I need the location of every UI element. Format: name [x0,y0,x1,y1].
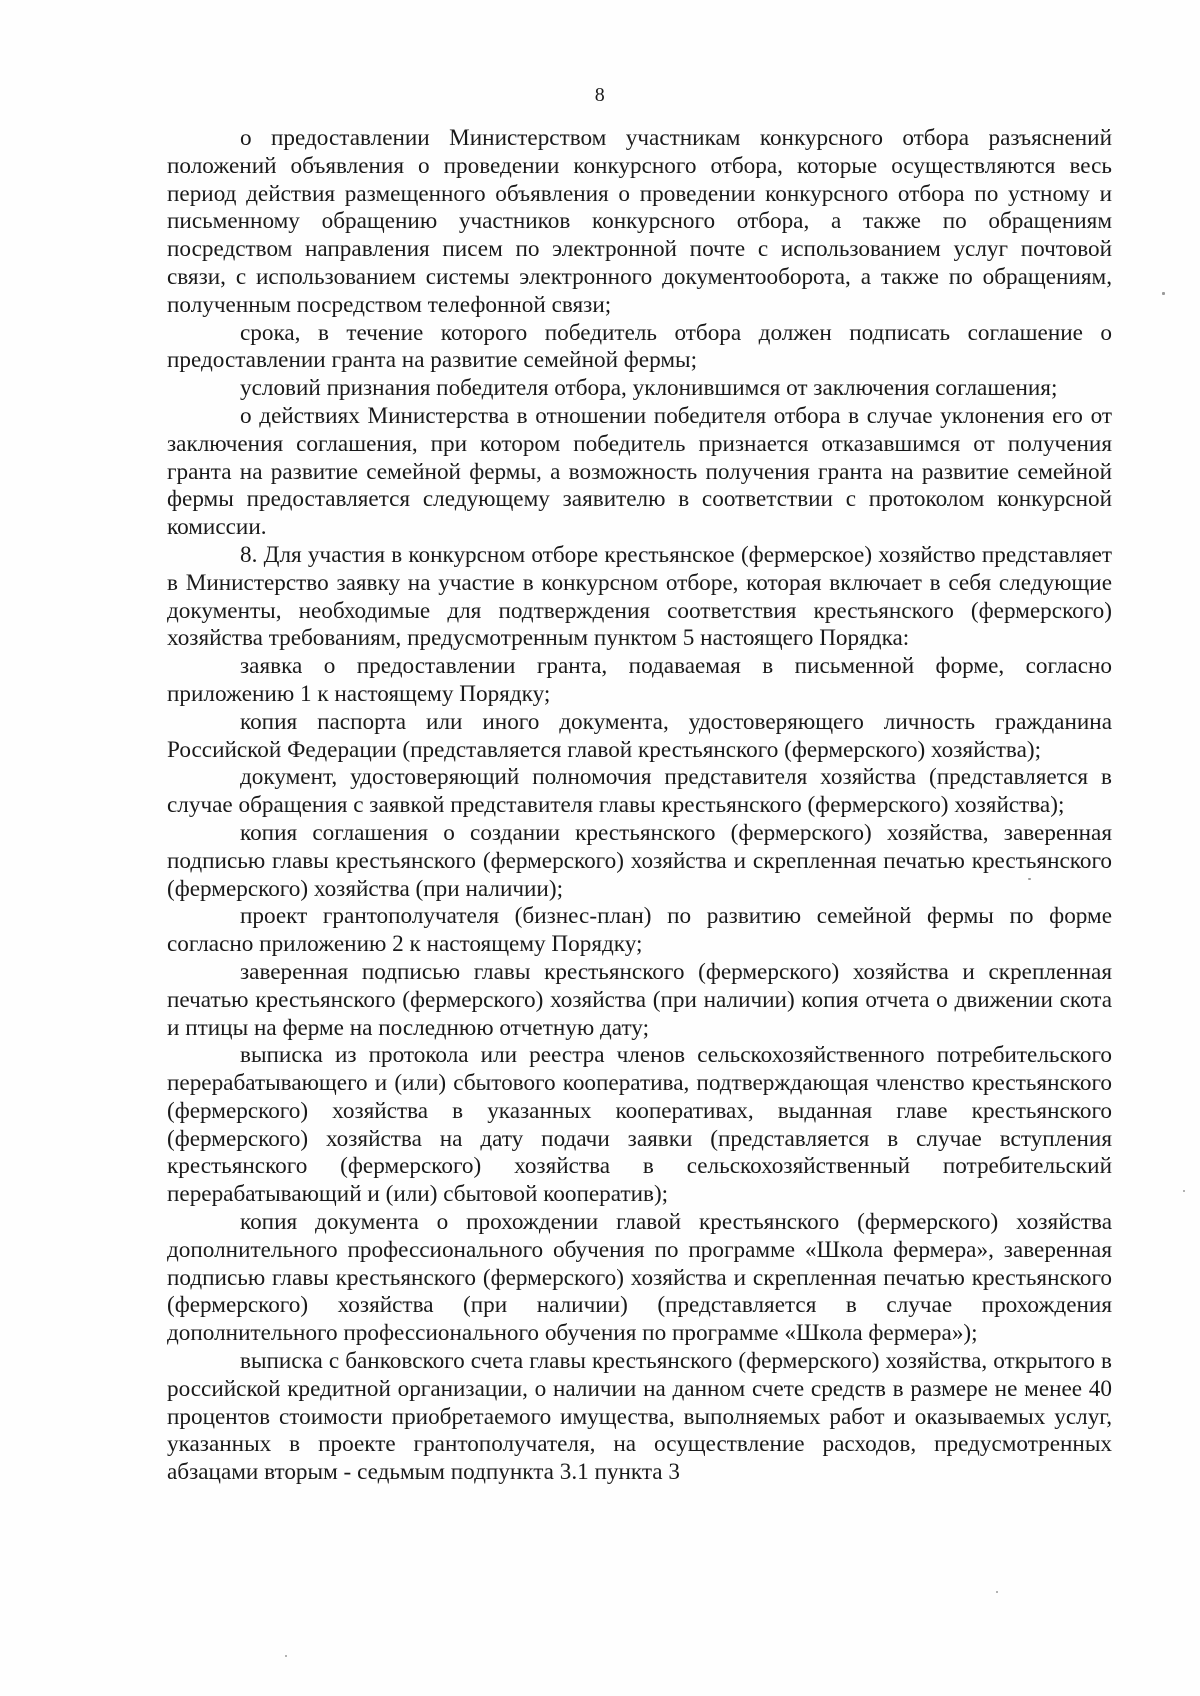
scan-speck [996,1591,998,1593]
paragraph-farmer-school: копия документа о прохождении главой крестьянского (фермерского) хозяйства дополнительного профессионального обучения по программе «Школа фермера», заверенная подписью главы крестьянского (фермерского) хозяйства и скрепленная печатью крестьянского (фермерского) хозяйства (при наличии) (представляется в случае прохождения дополнительного профессионального обучения по программе «Школа фермера»); [167,1209,1112,1347]
page-number: 8 [594,84,606,106]
paragraph-ministry-actions: о действиях Министерства в отношении победителя отбора в случае уклонения его от заключения соглашения, при котором победитель признается отказавшимся от получения гранта на развитие семейной фермы, а возможность получения гранта на развитие семейной фермы предоставляется следующему заявителю в соответствии с протоколом конкурсной комиссии. [167,402,1112,541]
paragraph-evasion-conditions: условий признания победителя отбора, уклонившимся от заключения соглашения; [240,375,1058,402]
paragraph-grant-application: заявка о предоставлении гранта, подаваемая в письменной форме, согласно приложению 1 к настоящему Порядку; [167,653,1112,707]
paragraph-business-plan: проект грантополучателя (бизнес-план) по развитию семейной фермы по форме согласно приложению 2 к настоящему Порядку; [167,903,1112,958]
paragraph-clarifications: о предоставлении Министерством участникам конкурсного отбора разъяснений положений объявления о проведении конкурсного отбора, которые осуществляются весь период действия размещенного объявления о проведении конкурсного отбора по устному и письменному обращению участников конкурсного отбора, а также по обращениям посредством направления писем по электронной почте с использованием услуг почтовой связи, с использованием системы электронного документооборота, а также по обращениям, полученным посредством телефонной связи; [167,125,1112,318]
scan-speck [1183,1190,1185,1192]
paragraph-signing-deadline: срока, в течение которого победитель отбора должен подписать соглашение о предоставлении гранта на развитие семейной фермы; [167,319,1112,374]
paragraph-cooperative-membership: выписка из протокола или реестра членов сельскохозяйственного потребительского перерабатывающего и (или) сбытового кооператива, подтверждающая членство крестьянского (фермерского) хозяйства в указанных кооперативах, выданная главе крестьянского (фермерского) хозяйства на дату подачи заявки (представляется в случае вступления крестьянского (фермерского) хозяйства в сельскохозяйственный потребительский перерабатывающий и (или) сбытовой кооператив); [167,1042,1112,1208]
paragraph-representative-authority: документ, удостоверяющий полномочия представителя хозяйства (представляется в случае обращения с заявкой представителя главы крестьянского (фермерского) хозяйства); [167,764,1112,819]
scan-speck [285,1655,287,1657]
paragraph-farm-agreement-copy: копия соглашения о создании крестьянского (фермерского) хозяйства, заверенная подписью главы крестьянского (фермерского) хозяйства и скрепленная печатью крестьянского (фермерского) хозяйства (при наличии); [167,819,1112,902]
scan-speck [1028,878,1031,880]
paragraph-bank-statement: выписка с банковского счета главы крестьянского (фермерского) хозяйства, открытого в российской кредитной организации, о наличии на данном счете средств в размере не менее 40 процентов стоимости приобретаемого имущества, выполняемых работ и оказываемых услуг, указанных в проекте грантополучателя, на осуществление расходов, предусмотренных абзацами вторым - седьмым подпункта 3.1 пункта 3 [167,1348,1112,1486]
paragraph-passport-copy: копия паспорта или иного документа, удостоверяющего личность гражданина Российской Федерации (представляется главой крестьянского (фермерского) хозяйства); [167,708,1112,763]
paragraph-livestock-report: заверенная подписью главы крестьянского (фермерского) хозяйства и скрепленная печатью крестьянского (фермерского) хозяйства (при наличии) копия отчета о движении скота и птицы на ферме на последнюю отчетную дату; [167,958,1112,1041]
paragraph-item-8: 8. Для участия в конкурсном отборе крестьянское (фермерское) хозяйство представляет в Министерство заявку на участие в конкурсном отборе, которая включает в себя следующие документы, необходимые для подтверждения соответствия крестьянского (фермерского) хозяйства требованиям, предусмотренным пунктом 5 настоящего Порядка: [167,541,1112,652]
document-body [167,125,1112,1487]
scan-speck [1162,292,1165,295]
